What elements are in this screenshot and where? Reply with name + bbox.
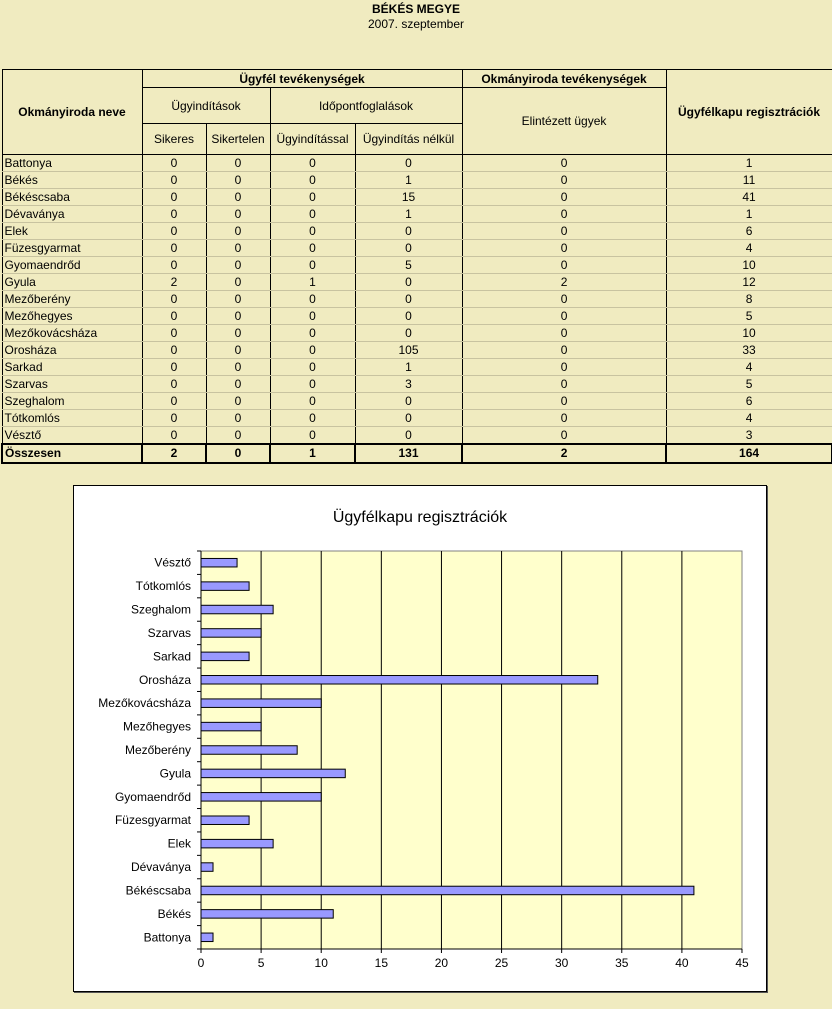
category-label: Tótkomlós [135,579,191,594]
cell-sikertelen: 0 [206,240,270,257]
category-label: Battonya [143,930,191,945]
header-ugyinditassal: Ügyindítással [270,124,355,155]
cell-ugyinditas-nelkul: 1 [355,206,462,223]
x-tick-label: 40 [675,956,689,970]
cell-ugyinditas-nelkul: 0 [355,427,462,445]
cell-elintezett: 0 [462,342,666,359]
cell-sikertelen: 0 [206,427,270,445]
total-ugyfelkapu: 164 [666,444,832,463]
cell-office-name: Békéscsaba [2,189,142,206]
cell-ugyinditassal: 0 [270,427,355,445]
cell-office-name: Füzesgyarmat [2,240,142,257]
bar [201,629,261,638]
cell-sikertelen: 0 [206,325,270,342]
cell-office-name: Szeghalom [2,393,142,410]
table-row [2,427,832,445]
chart-container [73,485,767,992]
cell-office-name: Orosháza [2,342,142,359]
cell-ugyfelkapu: 6 [666,223,832,240]
cell-ugyinditassal: 0 [270,342,355,359]
cell-ugyinditas-nelkul: 0 [355,308,462,325]
bar [201,558,237,567]
category-label: Szarvas [147,625,191,640]
cell-sikertelen: 0 [206,410,270,427]
cell-sikertelen: 0 [206,291,270,308]
cell-office-name: Battonya [2,155,142,172]
bar [201,793,321,802]
bar [201,582,249,591]
cell-ugyinditassal: 0 [270,291,355,308]
cell-ugyfelkapu: 3 [666,427,832,445]
table-row [2,325,832,342]
cell-sikeres: 0 [142,342,206,359]
total-ugyinditassal: 1 [270,444,355,463]
cell-sikertelen: 0 [206,257,270,274]
table-row [2,410,832,427]
table-row [2,240,832,257]
header-okmanyiroda-neve: Okmányiroda neve [2,70,142,155]
cell-sikeres: 0 [142,206,206,223]
cell-ugyinditas-nelkul: 3 [355,376,462,393]
category-label: Szeghalom [130,602,191,617]
cell-ugyfelkapu: 33 [666,342,832,359]
cell-sikertelen: 0 [206,342,270,359]
category-label: Békéscsaba [125,883,191,898]
cell-sikeres: 0 [142,257,206,274]
total-sikertelen: 0 [206,444,270,463]
cell-elintezett: 0 [462,393,666,410]
cell-sikeres: 0 [142,172,206,189]
x-tick-label: 15 [374,956,389,970]
cell-ugyinditas-nelkul: 0 [355,155,462,172]
cell-ugyinditassal: 0 [270,325,355,342]
total-label: Összesen [2,444,142,463]
cell-ugyinditas-nelkul: 0 [355,274,462,291]
bar [201,699,321,708]
cell-ugyfelkapu: 1 [666,206,832,223]
cell-ugyinditassal: 0 [270,257,355,274]
cell-ugyinditassal: 0 [270,410,355,427]
cell-ugyinditassal: 0 [270,393,355,410]
table-row [2,155,832,172]
cell-elintezett: 0 [462,410,666,427]
cell-ugyinditas-nelkul: 1 [355,172,462,189]
cell-elintezett: 0 [462,427,666,445]
cell-ugyinditassal: 0 [270,359,355,376]
cell-ugyfelkapu: 4 [666,359,832,376]
cell-office-name: Mezőberény [2,291,142,308]
table-row [2,172,832,189]
cell-office-name: Dévaványa [2,206,142,223]
cell-ugyinditas-nelkul: 15 [355,189,462,206]
category-label: Mezőhegyes [122,719,191,734]
table-row [2,189,832,206]
cell-elintezett: 0 [462,291,666,308]
bar [201,676,598,685]
report-title: BÉKÉS MEGYE [371,2,461,16]
cell-ugyinditas-nelkul: 0 [355,325,462,342]
bar [201,769,345,778]
table-row [2,223,832,240]
header-idopontfoglalasok: Időpontfoglalások [270,88,462,124]
cell-ugyinditas-nelkul: 1 [355,359,462,376]
bar [201,910,333,919]
table-row [2,308,832,325]
cell-elintezett: 0 [462,359,666,376]
x-tick-label: 5 [257,956,265,970]
category-label: Elek [167,836,191,851]
cell-office-name: Szarvas [2,376,142,393]
cell-ugyinditas-nelkul: 0 [355,410,462,427]
cell-elintezett: 0 [462,376,666,393]
cell-sikeres: 0 [142,155,206,172]
cell-ugyinditassal: 0 [270,206,355,223]
cell-elintezett: 2 [462,274,666,291]
cell-sikeres: 0 [142,427,206,445]
cell-sikertelen: 0 [206,189,270,206]
cell-sikeres: 0 [142,291,206,308]
x-tick-label: 0 [197,956,205,970]
cell-ugyfelkapu: 11 [666,172,832,189]
category-label: Gyomaendrőd [114,789,191,804]
cell-ugyinditas-nelkul: 0 [355,223,462,240]
cell-sikertelen: 0 [206,172,270,189]
cell-sikertelen: 0 [206,274,270,291]
cell-office-name: Sarkad [2,359,142,376]
cell-sikeres: 0 [142,410,206,427]
report-subtitle: 2007. szeptember [367,17,465,31]
cell-sikeres: 0 [142,393,206,410]
cell-ugyfelkapu: 6 [666,393,832,410]
cell-sikeres: 0 [142,325,206,342]
cell-ugyinditassal: 0 [270,240,355,257]
cell-ugyinditassal: 0 [270,376,355,393]
bar [201,839,273,848]
cell-elintezett: 0 [462,155,666,172]
x-tick-label: 25 [494,956,509,970]
total-sikeres: 2 [142,444,206,463]
cell-elintezett: 0 [462,223,666,240]
header-okmanyiroda-tevekenysegek: Okmányiroda tevékenységek [462,70,666,88]
chart-title: Ügyfélkapu regisztrációk [332,509,508,526]
cell-office-name: Gyomaendrőd [2,257,142,274]
cell-ugyinditassal: 0 [270,172,355,189]
header-sikeres: Sikeres [142,124,206,155]
table-row [2,291,832,308]
cell-ugyinditas-nelkul: 105 [355,342,462,359]
cell-office-name: Vésztő [2,427,142,445]
cell-office-name: Békés [2,172,142,189]
bar [201,816,249,825]
table-row [2,206,832,223]
cell-office-name: Elek [2,223,142,240]
cell-sikeres: 2 [142,274,206,291]
x-tick-label: 30 [554,956,569,970]
cell-elintezett: 0 [462,189,666,206]
category-label: Mezőkovácsháza [98,696,191,711]
category-label: Vésztő [154,555,191,570]
cell-elintezett: 0 [462,257,666,274]
x-tick-label: 35 [615,956,629,970]
cell-sikeres: 0 [142,308,206,325]
x-tick-label: 20 [434,956,449,970]
table-row [2,376,832,393]
cell-ugyfelkapu: 10 [666,325,832,342]
cell-ugyinditassal: 0 [270,223,355,240]
category-label: Békés [157,906,191,921]
x-tick-label: 10 [314,956,328,970]
cell-ugyinditassal: 0 [270,155,355,172]
bar-chart [74,486,766,991]
bar [201,722,261,731]
cell-ugyinditassal: 0 [270,308,355,325]
cell-ugyfelkapu: 4 [666,240,832,257]
bar [201,746,297,755]
cell-sikertelen: 0 [206,359,270,376]
bar [201,652,249,661]
cell-elintezett: 0 [462,206,666,223]
table-row [2,342,832,359]
bar [201,605,273,614]
table-row [2,359,832,376]
category-label: Sarkad [152,649,191,664]
cell-elintezett: 0 [462,308,666,325]
cell-ugyinditas-nelkul: 0 [355,240,462,257]
bar [201,863,213,872]
header-sikertelen: Sikertelen [206,124,270,155]
cell-sikertelen: 0 [206,223,270,240]
cell-ugyinditas-nelkul: 5 [355,257,462,274]
cell-sikeres: 0 [142,359,206,376]
cell-ugyfelkapu: 41 [666,189,832,206]
cell-ugyinditassal: 0 [270,189,355,206]
cell-ugyinditas-nelkul: 0 [355,291,462,308]
cell-ugyinditassal: 1 [270,274,355,291]
cell-sikeres: 0 [142,240,206,257]
cell-elintezett: 0 [462,325,666,342]
cell-sikertelen: 0 [206,308,270,325]
cell-sikertelen: 0 [206,393,270,410]
header-ugyfelkapu-regisztraciok: Ügyfélkapu regisztrációk [666,70,832,155]
cell-ugyfelkapu: 12 [666,274,832,291]
cell-sikertelen: 0 [206,206,270,223]
cell-office-name: Mezőkovácsháza [2,325,142,342]
cell-sikeres: 0 [142,376,206,393]
category-label: Füzesgyarmat [114,813,191,828]
cell-sikeres: 0 [142,223,206,240]
cell-ugyfelkapu: 10 [666,257,832,274]
cell-sikertelen: 0 [206,376,270,393]
header-elintezett-ugyek: Elintézett ügyek [462,88,666,155]
total-elintezett: 2 [462,444,666,463]
cell-ugyfelkapu: 8 [666,291,832,308]
table-row [2,274,832,291]
header-ugyfel-tevekenysegek: Ügyfél tevékenységek [142,70,462,88]
header-ugyinditasok: Ügyindítások [142,88,270,124]
category-label: Dévaványa [130,860,191,875]
cell-ugyfelkapu: 4 [666,410,832,427]
cell-ugyinditas-nelkul: 0 [355,393,462,410]
cell-office-name: Tótkomlós [2,410,142,427]
total-row [2,444,832,463]
category-label: Mezőberény [124,743,191,757]
cell-office-name: Gyula [2,274,142,291]
cell-elintezett: 0 [462,172,666,189]
cell-elintezett: 0 [462,240,666,257]
statistics-table [1,69,832,464]
cell-ugyfelkapu: 5 [666,308,832,325]
bar [201,933,213,942]
table-body [2,155,832,445]
report-header [0,2,832,32]
table-row [2,257,832,274]
cell-ugyfelkapu: 5 [666,376,832,393]
total-ugyinditas-nelkul: 131 [355,444,462,463]
category-label: Orosháza [138,672,191,687]
table-row [2,393,832,410]
x-tick-label: 45 [735,956,749,970]
cell-ugyfelkapu: 1 [666,155,832,172]
bar [201,886,694,895]
category-label: Gyula [159,766,191,781]
plot-area [98,551,749,970]
header-ugyinditas-nelkul: Ügyindítás nélkül [355,124,462,155]
cell-office-name: Mezőhegyes [2,308,142,325]
cell-sikertelen: 0 [206,155,270,172]
cell-sikeres: 0 [142,189,206,206]
